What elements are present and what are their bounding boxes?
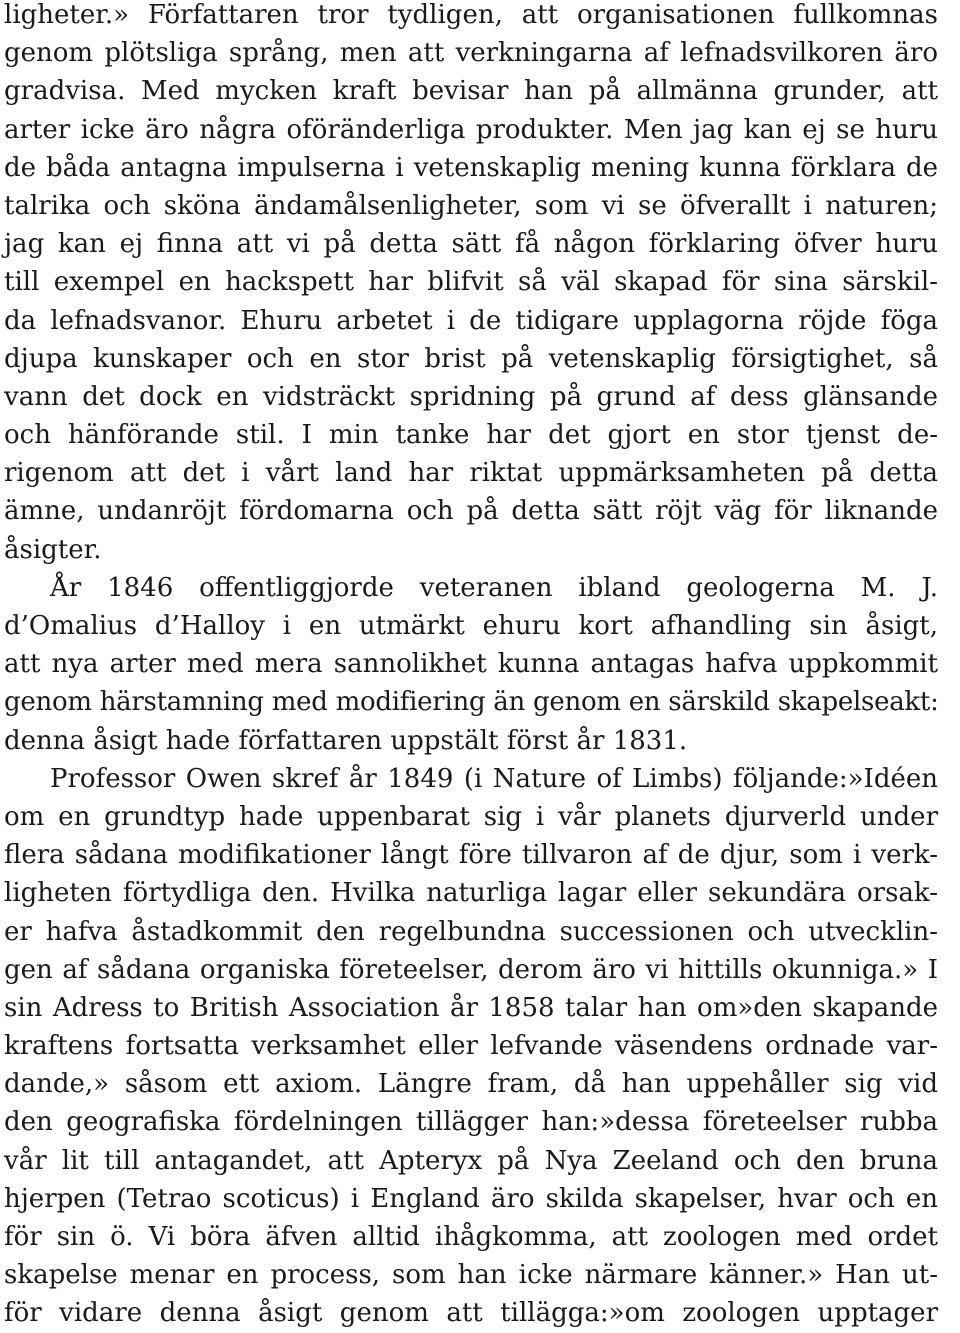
text-line: genom härstamning med modifiering än genom en särskild skapelseakt:	[4, 687, 939, 718]
text-line: vår lit till antagandet, att Apteryx på Nya Zeeland och den bruna	[4, 1145, 938, 1176]
text-line: flera sådana modifikationer långt före tillvaron af de djur, som i verk-	[4, 840, 938, 871]
text-line: för vidare denna åsigt genom att tillägga:»om zoologen upptager	[4, 1298, 938, 1329]
text-line: da lefnadsvanor. Ehuru arbetet i de tidigare upplagorna röjde föga	[4, 305, 938, 336]
text-line: och hänförande stil. I min tanke har det gjort en stor tjenst de-	[4, 420, 938, 451]
text-line: hjerpen (Tetrao scoticus) i England äro skilda skapelser, hvar och en	[4, 1183, 938, 1214]
text-line: djupa kunskaper och en stor brist på vetenskaplig försigtighet, så	[4, 343, 938, 374]
text-line: sin Adress to British Association år 1858 talar han om»den skapande	[4, 992, 938, 1023]
text-line: Professor Owen skref år 1849 (i Nature of Limbs) följande:»Idéen	[50, 763, 938, 794]
text-line: rigenom att det i vårt land har riktat uppmärksamheten på detta	[4, 458, 938, 489]
text-line: åsigter.	[4, 534, 102, 565]
text-line: denna åsigt hade författaren uppstält först år 1831.	[4, 725, 688, 756]
text-line: dande,» såsom ett axiom. Längre fram, då han uppehåller sig vid	[4, 1069, 938, 1100]
text-line: skapelse menar en process, som han icke närmare känner.» Han ut-	[4, 1260, 938, 1291]
text-line: att nya arter med mera sannolikhet kunna antagas hafva uppkommit	[4, 649, 938, 680]
text-line: jag kan ej finna att vi på detta sätt få någon förklaring öfver huru	[4, 229, 938, 260]
text-line: den geografiska fördelningen tillägger han:»dessa företeelser rubba	[4, 1107, 938, 1138]
text-line: d’Omalius d’Halloy i en utmärkt ehuru kort afhandling sin åsigt,	[4, 611, 938, 641]
text-line: kraftens fortsatta verksamhet eller lefvande väsendens ordnade var-	[4, 1031, 938, 1062]
text-line: om en grundtyp hade uppenbarat sig i vår planets djurverld under	[4, 801, 938, 832]
text-line: År 1846 offentliggjorde veteranen ibland geologerna M. J.	[50, 572, 938, 603]
text-line: de båda antagna impulserna i vetenskaplig mening kunna förklara de	[4, 152, 938, 183]
text-line: gen af sådana organiska företeelser, derom äro vi hittills okunniga.» I	[4, 954, 938, 985]
text-line: genom plötsliga språng, men att verkningarna af lefnadsvilkoren äro	[4, 38, 938, 69]
text-line: gradvisa. Med mycken kraft bevisar han på allmänna grunder, att	[4, 76, 938, 107]
text-line: ligheter.» Författaren tror tydligen, att organisationen fullkomnas	[4, 0, 938, 30]
text-line: ämne, undanröjt fördomarna och på detta sätt röjt väg för liknande	[4, 496, 938, 527]
text-line: talrika och sköna ändamålsenligheter, som vi se öfverallt i naturen;	[4, 190, 938, 221]
text-line: vann det dock en vidsträckt spridning på grund af dess glänsande	[4, 381, 938, 412]
text-line: till exempel en hackspett har blifvit så väl skapad för sina särskil-	[4, 267, 938, 298]
text-line: ligheten förtydliga den. Hvilka naturliga lagar eller sekundära orsak-	[4, 878, 938, 909]
document-page	[4, 0, 938, 1333]
text-line: arter icke äro några oföränderliga produkter. Men jag kan ej se huru	[4, 114, 938, 145]
text-line: er hafva åstadkommit den regelbundna successionen och utvecklin-	[4, 916, 938, 947]
text-line: för sin ö. Vi böra äfven alltid ihågkomma, att zoologen med ordet	[4, 1222, 938, 1252]
